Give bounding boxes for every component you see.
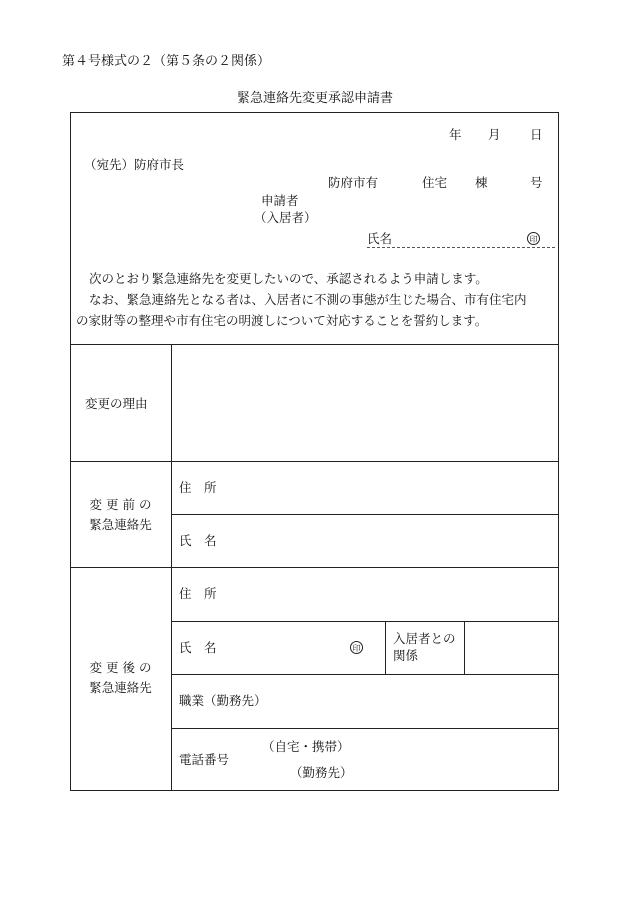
- document-title: 緊急連絡先変更承認申請書: [236, 91, 393, 106]
- before-label-line-2: 緊急連絡先: [89, 517, 152, 532]
- relation-field[interactable]: [466, 623, 557, 672]
- building-label: 棟: [475, 175, 488, 190]
- relation-column-rule-1: [385, 621, 386, 674]
- after-label-line-1: 変 更 後 の: [89, 660, 152, 675]
- occupation-label: 職業（勤務先）: [179, 693, 267, 708]
- after-label-line-2: 緊急連絡先: [89, 680, 152, 695]
- statement-line-2: なお、緊急連絡先となる者は、入居者に不測の事態が生じた場合、市有住宅内: [89, 292, 527, 307]
- before-row-rule: [171, 514, 559, 515]
- relation-label-line-2: 関係: [393, 648, 419, 663]
- housing-suffix: 住宅: [422, 175, 448, 190]
- before-address-field[interactable]: [230, 465, 556, 511]
- date-year-label: 年: [449, 127, 462, 142]
- before-section-label: [70, 495, 171, 535]
- date-month-label: 月: [488, 127, 501, 142]
- after-name-field[interactable]: [230, 625, 345, 671]
- after-row-rule-2: [171, 674, 559, 675]
- applicant-name-line: [367, 247, 555, 248]
- before-bottom-rule: [70, 567, 559, 568]
- applicant-seal-mark: 印: [527, 232, 540, 245]
- applicant-label: 申請者: [261, 193, 299, 208]
- phone-label: 電話番号: [179, 752, 230, 767]
- after-row-rule-1: [171, 621, 559, 622]
- reason-field[interactable]: [172, 345, 558, 460]
- date-day-label: 日: [530, 127, 543, 142]
- relation-label-line-1: 入居者との: [393, 631, 456, 646]
- statement-line-3: の家財等の整理や市有住宅の明渡しについて対応することを誓約します。: [76, 313, 488, 328]
- reason-bottom-rule: [70, 461, 559, 462]
- after-row-rule-3: [171, 728, 559, 729]
- statement-line-1: 次のとおり緊急連絡先を変更したいので、承認されるよう申請します。: [89, 271, 488, 286]
- phone-field[interactable]: [350, 732, 556, 788]
- after-section-label: [70, 658, 171, 698]
- phone-home-mobile-label: （自宅・携帯）: [262, 739, 350, 754]
- before-name-field[interactable]: [230, 518, 556, 564]
- occupation-field[interactable]: [270, 678, 556, 724]
- after-name-label: 氏 名: [179, 640, 217, 655]
- before-address-label: 住 所: [179, 480, 217, 495]
- resident-label: （入居者）: [254, 210, 317, 225]
- before-label-line-1: 変 更 前 の: [89, 497, 152, 512]
- after-address-field[interactable]: [230, 571, 556, 617]
- housing-prefix: 防府市有: [328, 175, 379, 190]
- after-seal-mark: 印: [350, 641, 363, 654]
- reason-label: 変更の理由: [85, 396, 148, 411]
- after-address-label: 住 所: [179, 586, 217, 601]
- applicant-name-label: 氏名: [367, 231, 393, 246]
- before-name-label: 氏 名: [179, 533, 217, 548]
- relation-column-rule-2: [464, 621, 465, 674]
- phone-work-label: （勤務先）: [290, 765, 353, 780]
- addressee: （宛先）防府市長: [84, 157, 185, 172]
- form-number: 第４号様式の２（第５条の２関係）: [62, 54, 271, 69]
- unit-label: 号: [530, 175, 543, 190]
